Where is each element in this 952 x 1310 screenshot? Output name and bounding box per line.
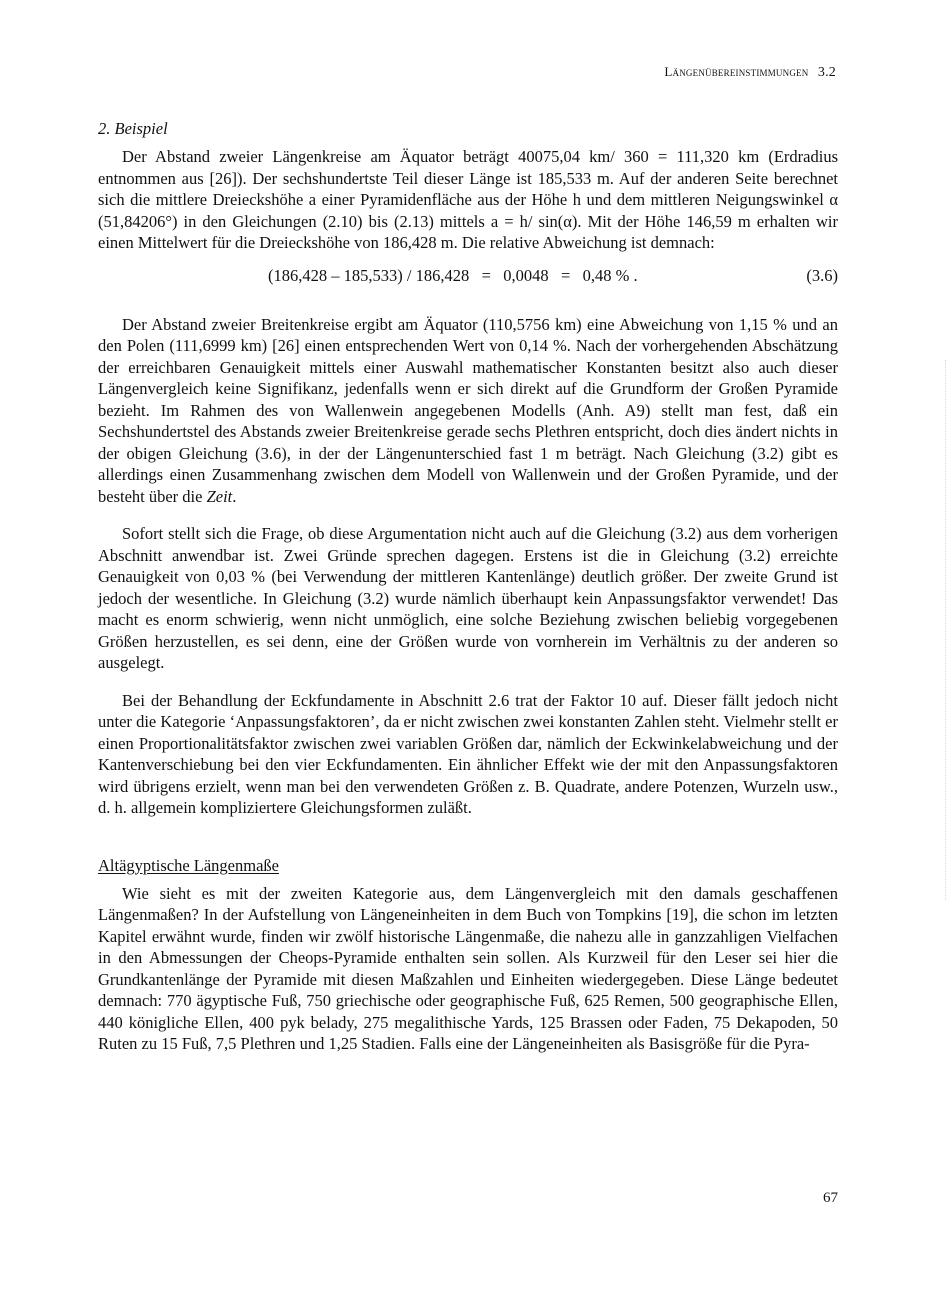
section-number: 3.2 bbox=[817, 65, 836, 80]
running-header bbox=[560, 64, 836, 81]
main-text bbox=[98, 118, 838, 1055]
paragraph-latitude-text: Der Abstand zweier Breitenkreise ergibt am Äquator (110,5756 km) eine Abweichung von 1,15 % und an den Polen (111,6999 km) [26] einen entsprechenden Wert von 0,14 %. Nach der vorhergehenden Abschätzung der erreichbaren Genauigkeit mittels einer Auswahl mathematischer Konstanten besitzt also auch dieser Längenvergleich keine Signifikanz, jedenfalls wenn er sich direkt auf die Grundform der Großen Pyramide bezieht. Im Rahmen des von Wallenwein angegebenen Modells (Anh. A9) stellt man fest, daß ein Sechshundertstel des Abstands zweier Breitenkreise gerade sechs Plethren entspricht, doch dies ändert nichts in der obigen Gleichung (3.6), in der der Längenunterschied fast 1 m beträgt. Nach Gleichung (3.2) gibt es allerdings einen Zusammenhang zwischen dem Modell von Wallenwein und der Großen Pyramide, und der besteht über die bbox=[98, 314, 838, 506]
paragraph-corner-foundations: Bei der Behandlung der Eckfundamente in Abschnitt 2.6 trat der Faktor 10 auf. Dieser fällt jedoch nicht unter die Kategorie ‘Anpassungsfaktoren’, da er nicht zwischen zwei konstanten Zahlen steht. Vielmehr stellt er einen Proportionalitätsfaktor zwischen zwei variablen Größen dar, nämlich der Eckwinkelabweichung und der Kantenverschiebung bei den vier Eckfundamenten. Ein ähnlicher Effekt wie der mit den Anpassungsfaktoren wird übrigens erzielt, wenn man bei den verwendeten Größen z. B. Quadrate, andere Potenzen, Wurzeln usw., d. h. allgemein kompliziertere Gleichungsformen zuläßt. bbox=[98, 690, 838, 817]
scan-edge-artifact bbox=[944, 360, 946, 900]
example-heading: 2. Beispiel bbox=[98, 119, 168, 138]
paragraph-period: . bbox=[232, 486, 237, 506]
paragraph-length-units: Wie sieht es mit der zweiten Kategorie aus, dem Längenvergleich mit den damals geschaffenen Längenmaßen? In der Aufstellung von Längeneinheiten in dem Buch von Tompkins [19], die schon im letzten Kapitel erwähnt wurde, finden wir zwölf historische Längenmaße, die nahezu alle in ganzzahligen Vielfachen in den Abmessungen der Cheops-Pyramide enthalten sein sollen. Als Kurzweil für den Leser sei hier die Grundkantenlänge der Pyramide mit diesen Maßzahlen und Einheiten wiedergegeben. Diese Länge bedeutet demnach: 770 ägyptische Fuß, 750 griechische oder geographische Fuß, 625 Remen, 500 geographische Ellen, 440 königliche Ellen, 400 pyk belady, 275 megalithische Yards, 125 Brassen oder Faden, 75 Dekapoden, 50 Ruten zu 15 Fuß, 7,5 Plethren und 1,25 Stadien. Falls eine der Längeneinheiten als Basisgröße für die Pyra- bbox=[98, 883, 838, 1053]
equation-number: (3.6) bbox=[806, 265, 838, 285]
emphasis-zeit: Zeit bbox=[206, 486, 233, 506]
paragraph-example-intro: Der Abstand zweier Längenkreise am Äquator beträgt 40075,04 km/ 360 = 111,320 km (Erdradius entnommen aus [26]). Der sechshundertste Teil dieser Länge ist 185,533 m. Auf der anderen Seite berechnet sich die mittlere Dreieckshöhe a einer Pyramidenfläche aus der Höhe h und dem mittleren Neigungswinkel α (51,84206°) in den Gleichungen (2.10) bis (2.13) mittels a = h/ sin(α). Mit der Höhe 146,59 m erhalten wir einen Mittelwert für die Dreieckshöhe von 186,428 m. Die relative Abweichung ist demnach: bbox=[98, 147, 838, 252]
running-title: Längenübereinstimmungen bbox=[664, 64, 809, 79]
page-number: 67 bbox=[823, 1190, 838, 1206]
equation-3-6 bbox=[98, 266, 838, 294]
paragraph-latitude-comparison bbox=[98, 314, 838, 508]
section-heading: Altägyptische Längenmaße bbox=[98, 855, 279, 875]
equation-expression: (186,428 – 185,533) / 186,428 = 0,0048 = 0,48 % . bbox=[268, 265, 638, 285]
paragraph-argumentation: Sofort stellt sich die Frage, ob diese Argumentation nicht auch auf die Gleichung (3.2) aus dem vorherigen Abschnitt anwendbar ist. Zwei Gründe sprechen dagegen. Erstens ist die in Gleichung (3.2) erreichte Genauigkeit von 0,03 % (bei Verwendung der mittleren Kantenlänge) deutlich größer. Der zweite Grund ist jedoch der wesentliche. In Gleichung (3.2) wurde nämlich überhaupt kein Anpassungsfaktor verwendet! Das macht es enorm schwierig, wenn nicht unmöglich, eine solche Beziehung zwischen beliebig vorgegebenen Größen herzustellen, es sei denn, eine der Größen wurde von vornherein im Verhältnis zu der anderen so ausgelegt. bbox=[98, 524, 838, 672]
